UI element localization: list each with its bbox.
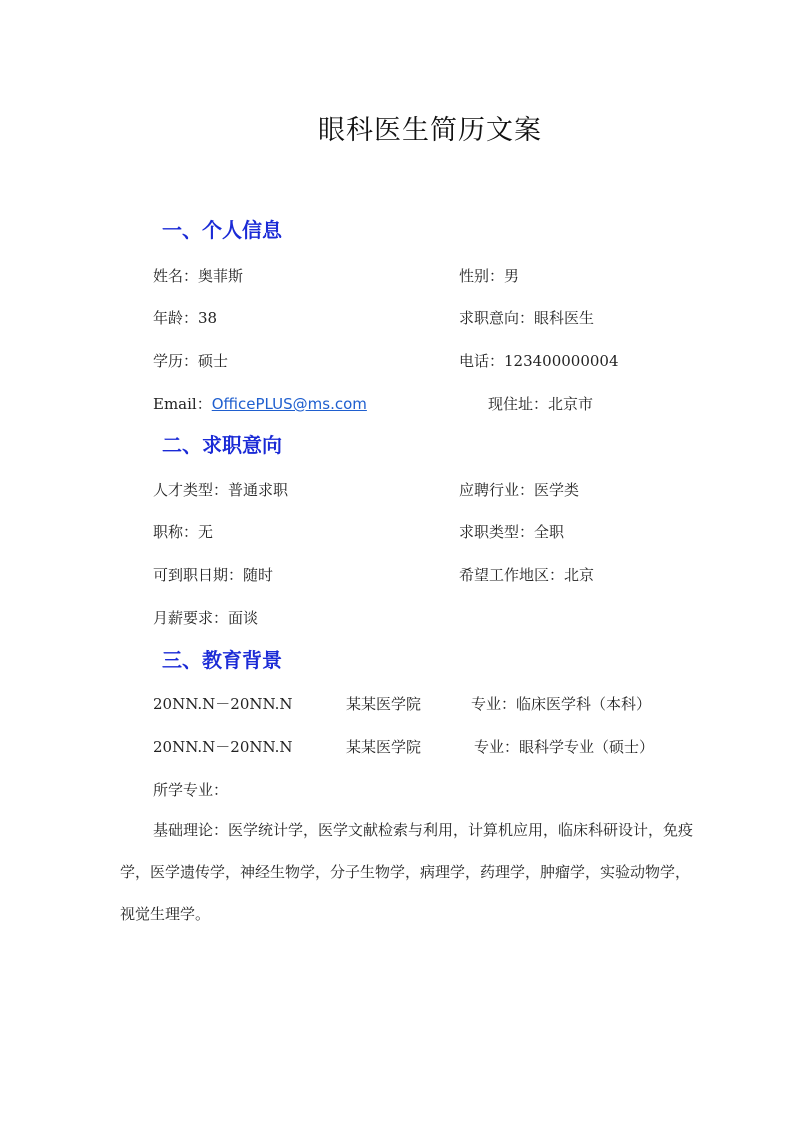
field-job-type: 求职类型：全职 bbox=[459, 523, 565, 541]
field-phone: 电话：123400000004 bbox=[459, 352, 619, 370]
section-heading-education: 三、教育背景 bbox=[162, 648, 282, 672]
edu-row-school: 某某医学院 bbox=[346, 738, 422, 756]
edu-row-school: 某某医学院 bbox=[346, 695, 422, 713]
field-email bbox=[153, 393, 367, 414]
field-region: 希望工作地区：北京 bbox=[459, 566, 595, 584]
edu-row-major: 专业：眼科学专业（硕士） bbox=[474, 738, 655, 756]
field-salary: 月薪要求：面谈 bbox=[153, 609, 259, 627]
field-title: 职称：无 bbox=[153, 523, 214, 541]
edu-row-date: 20NN.N－20NN.N bbox=[153, 695, 293, 713]
courses-paragraph: 基础理论：医学统计学，医学文献检索与利用，计算机应用，临床科研设计，免疫学，医学遗传学，神经生物学，分子生物学，病理学，药理学，肿瘤学，实验动物学，视觉生理学。 bbox=[120, 821, 694, 923]
edu-row-date: 20NN.N－20NN.N bbox=[153, 738, 293, 756]
field-available: 可到职日期：随时 bbox=[153, 566, 274, 584]
field-intent: 求职意向：眼科医生 bbox=[459, 309, 595, 327]
field-address: 现住址：北京市 bbox=[488, 395, 594, 413]
courses-label: 所学专业： bbox=[153, 781, 229, 799]
field-talent-type: 人才类型：普通求职 bbox=[153, 481, 289, 499]
field-education: 学历：硕士 bbox=[153, 352, 229, 370]
field-name: 姓名：奥菲斯 bbox=[153, 267, 244, 285]
email-link[interactable]: OfficePLUS@ms.com bbox=[211, 395, 367, 413]
edu-row-major: 专业：临床医学科（本科） bbox=[471, 695, 652, 713]
section-heading-personal: 一、个人信息 bbox=[162, 218, 282, 242]
field-gender: 性别：男 bbox=[459, 267, 520, 285]
field-industry: 应聘行业：医学类 bbox=[459, 481, 580, 499]
section-heading-job: 二、求职意向 bbox=[162, 433, 282, 457]
email-label: Email： bbox=[153, 395, 212, 413]
page-title: 眼科医生简历文案 bbox=[318, 115, 542, 146]
field-age: 年龄：38 bbox=[153, 309, 218, 327]
